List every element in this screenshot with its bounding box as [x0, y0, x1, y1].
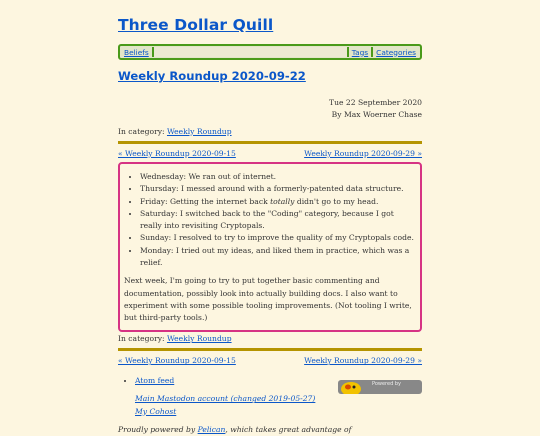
list-item-emphasis: totally — [270, 196, 295, 206]
post-paragraph: Next week, I'm going to try to put together basic commenting and documentation, possibly look into actually building docs. I also want to experiment with some possible tooling improvements. (Not tooling I write, but third-party tools.) — [124, 276, 412, 322]
powered-text: , which takes great advantage of — [225, 425, 352, 435]
list-item-text: Monday: I tried out my ideas, and liked them in practice, which was a relief. — [140, 245, 410, 268]
pelican-logo-icon — [339, 380, 363, 394]
post-pager-top — [118, 149, 422, 158]
category-link[interactable]: Weekly Roundup — [166, 334, 232, 344]
post-author: By Max Woerner Chase — [331, 110, 422, 119]
prev-post-link[interactable]: « Weekly Roundup 2020-09-15 — [118, 356, 236, 366]
next-post-link[interactable]: Weekly Roundup 2020-09-29 » — [304, 356, 422, 366]
category-label: In category: — [118, 334, 165, 344]
social-links — [118, 393, 422, 418]
list-item — [140, 245, 416, 270]
category-label: In category: — [118, 127, 165, 136]
site-title-link[interactable]: Three Dollar Quill — [118, 16, 274, 34]
list-item — [140, 183, 416, 195]
nav-link-tags[interactable]: Tags — [351, 47, 369, 57]
list-item — [140, 232, 416, 244]
list-item — [140, 208, 416, 233]
cohost-link[interactable]: My Cohost — [135, 406, 177, 416]
post-meta — [118, 97, 422, 121]
list-item-text: Saturday: I switched back to the "Coding" category, because I got really into revisiting Cryptopals. — [140, 208, 394, 231]
nav-link-categories[interactable]: Categories — [376, 47, 416, 57]
nav-link-beliefs[interactable]: Beliefs — [124, 47, 149, 57]
list-item — [140, 171, 416, 183]
atom-feed-link[interactable]: Atom feed — [135, 376, 175, 386]
list-item-text: Wednesday: We ran out of internet. — [140, 172, 277, 181]
post-date: Tue 22 September 2020 — [329, 98, 422, 107]
divider-rule — [118, 348, 422, 351]
list-item — [140, 196, 416, 208]
next-post-link[interactable]: Weekly Roundup 2020-09-29 » — [304, 149, 422, 158]
post-title-link[interactable]: Weekly Roundup 2020-09-22 — [118, 69, 306, 83]
divider-rule — [118, 141, 422, 144]
pelican-link[interactable]: Pelican — [197, 425, 226, 435]
page — [118, 0, 422, 436]
post-pager-bottom — [118, 356, 422, 365]
post-category-bottom — [118, 334, 422, 343]
post-category — [118, 127, 422, 136]
mastodon-link[interactable]: Main Mastodon account (changed 2019-05-27) — [135, 394, 316, 404]
powered-by — [118, 424, 422, 436]
category-link[interactable]: Weekly Roundup — [166, 127, 232, 136]
list-item-text: Friday: Getting the internet back — [140, 196, 271, 206]
post-content — [118, 162, 422, 332]
list-item-text: Sunday: I resolved to try to improve the quality of my Cryptopals code. — [140, 233, 414, 243]
prev-post-link[interactable]: « Weekly Roundup 2020-09-15 — [118, 149, 236, 158]
list-item-text: didn't go to my head. — [294, 196, 379, 206]
list-item-text: Thursday: I messed around with a formerly-patented data structure. — [140, 184, 404, 194]
roundup-list — [124, 171, 416, 269]
pelican-badge[interactable] — [338, 380, 422, 394]
nav-bar — [118, 44, 422, 60]
powered-text: Proudly powered by — [118, 425, 198, 435]
badge-text: Powered by — [372, 381, 401, 387]
nav-spacer — [154, 47, 347, 57]
